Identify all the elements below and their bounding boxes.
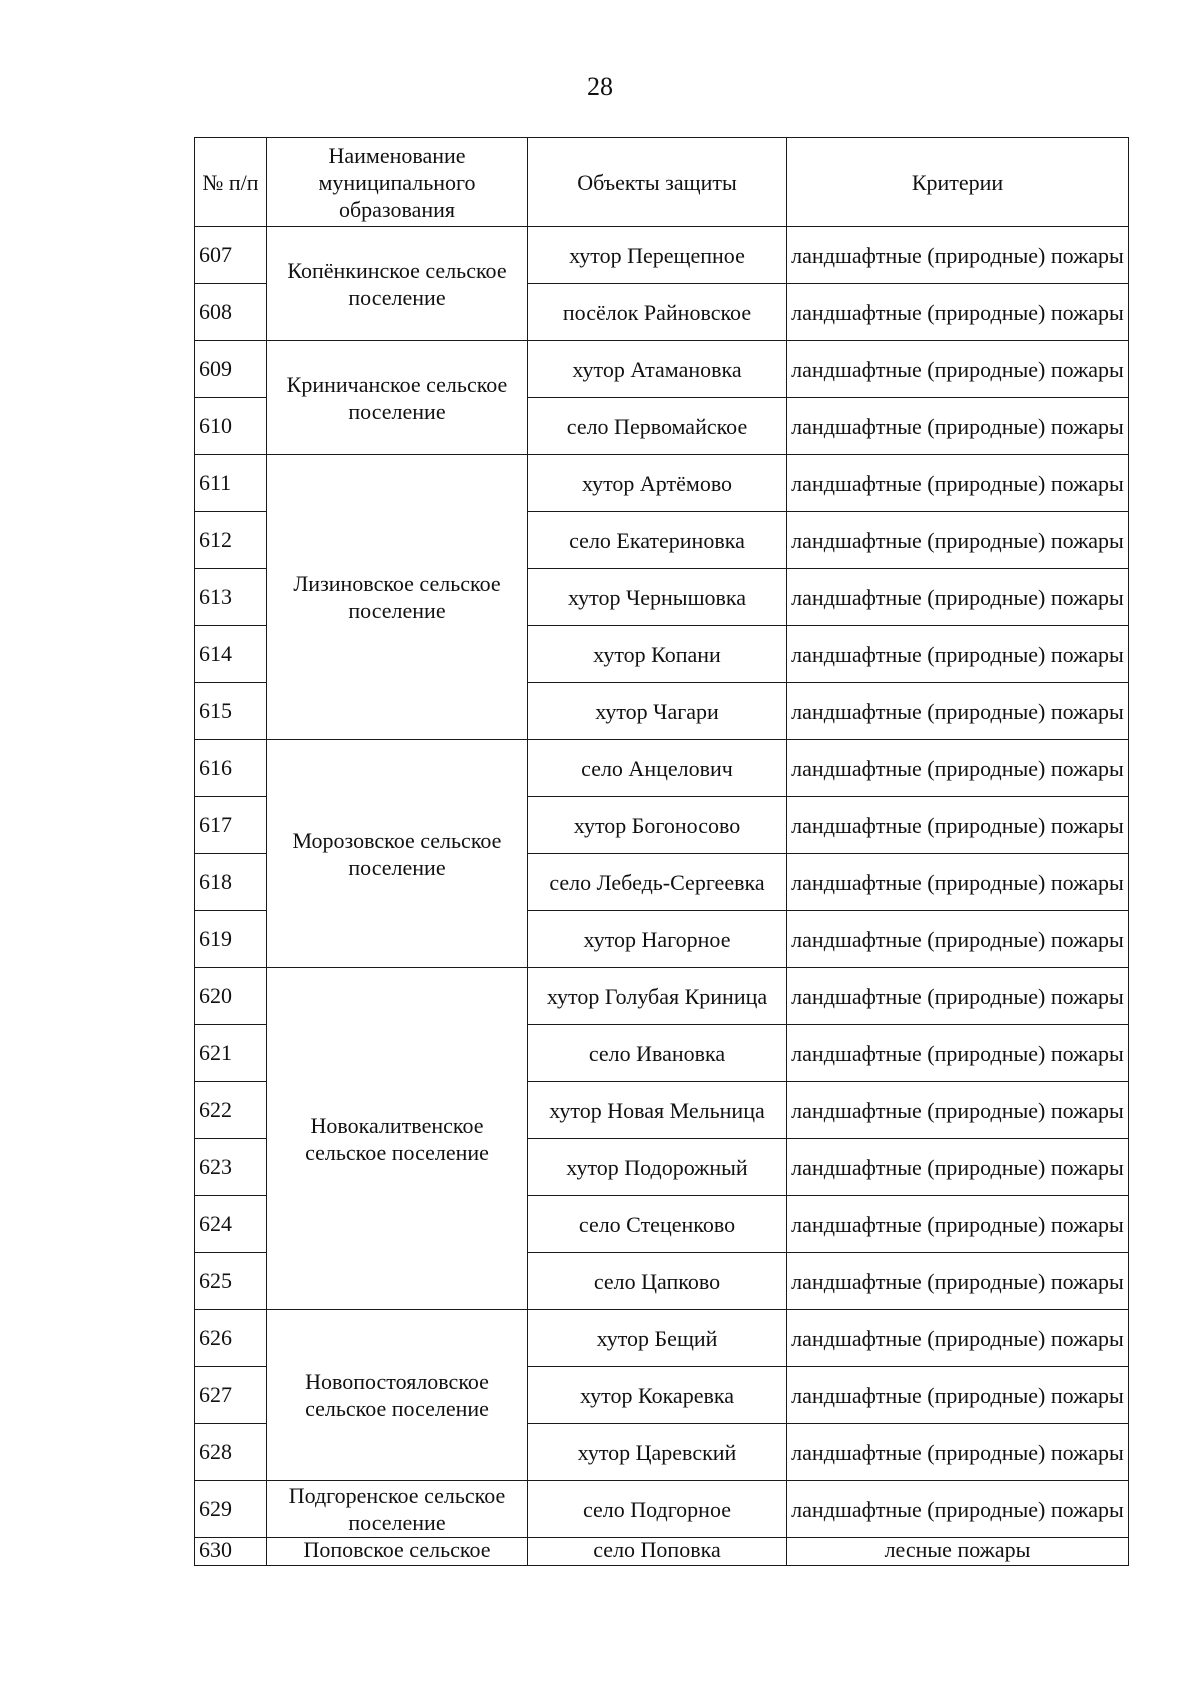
criteria: лесные пожары bbox=[787, 1538, 1129, 1566]
protection-object: хутор Нагорное bbox=[528, 911, 787, 968]
header-municipality: Наименование муниципального образования bbox=[267, 138, 528, 227]
criteria: ландшафтные (природные) пожары bbox=[787, 968, 1129, 1025]
protection-object: село Ивановка bbox=[528, 1025, 787, 1082]
criteria: ландшафтные (природные) пожары bbox=[787, 854, 1129, 911]
protection-object: хутор Голубая Криница bbox=[528, 968, 787, 1025]
criteria: ландшафтные (природные) пожары bbox=[787, 284, 1129, 341]
protection-object: село Анцелович bbox=[528, 740, 787, 797]
protection-object: хутор Царевский bbox=[528, 1424, 787, 1481]
criteria: ландшафтные (природные) пожары bbox=[787, 227, 1129, 284]
municipality-name: Лизиновское сельское поселение bbox=[267, 455, 528, 740]
table-row bbox=[195, 1538, 1129, 1566]
criteria: ландшафтные (природные) пожары bbox=[787, 569, 1129, 626]
protection-object: хутор Бещий bbox=[528, 1310, 787, 1367]
table-row bbox=[195, 341, 1129, 398]
protection-object: хутор Подорожный bbox=[528, 1139, 787, 1196]
criteria: ландшафтные (природные) пожары bbox=[787, 911, 1129, 968]
criteria: ландшафтные (природные) пожары bbox=[787, 740, 1129, 797]
row-number: 611 bbox=[195, 455, 267, 512]
table-row bbox=[195, 968, 1129, 1025]
header-criteria: Критерии bbox=[787, 138, 1129, 227]
municipality-name: Копёнкинское сельское поселение bbox=[267, 227, 528, 341]
criteria: ландшафтные (природные) пожары bbox=[787, 683, 1129, 740]
protection-object: хутор Артёмово bbox=[528, 455, 787, 512]
protection-object: хутор Копани bbox=[528, 626, 787, 683]
protection-objects-table bbox=[194, 137, 1129, 1566]
criteria: ландшафтные (природные) пожары bbox=[787, 626, 1129, 683]
protection-object: село Лебедь-Сергеевка bbox=[528, 854, 787, 911]
protection-object: хутор Новая Мельница bbox=[528, 1082, 787, 1139]
protection-object: хутор Чернышовка bbox=[528, 569, 787, 626]
row-number: 614 bbox=[195, 626, 267, 683]
municipality-name: Поповское сельское bbox=[267, 1538, 528, 1566]
municipality-name: Морозовское сельское поселение bbox=[267, 740, 528, 968]
protection-object: село Подгорное bbox=[528, 1481, 787, 1538]
criteria: ландшафтные (природные) пожары bbox=[787, 1310, 1129, 1367]
row-number: 630 bbox=[195, 1538, 267, 1566]
row-number: 621 bbox=[195, 1025, 267, 1082]
header-num: № п/п bbox=[195, 138, 267, 227]
protection-object: хутор Перещепное bbox=[528, 227, 787, 284]
protection-object: село Стеценково bbox=[528, 1196, 787, 1253]
header-objects: Объекты защиты bbox=[528, 138, 787, 227]
page-number: 28 bbox=[587, 72, 613, 101]
protection-object: село Первомайское bbox=[528, 398, 787, 455]
row-number: 613 bbox=[195, 569, 267, 626]
table-row bbox=[195, 740, 1129, 797]
row-number: 622 bbox=[195, 1082, 267, 1139]
municipality-name: Криничанское сельское поселение bbox=[267, 341, 528, 455]
criteria: ландшафтные (природные) пожары bbox=[787, 341, 1129, 398]
row-number: 608 bbox=[195, 284, 267, 341]
row-number: 616 bbox=[195, 740, 267, 797]
row-number: 627 bbox=[195, 1367, 267, 1424]
criteria: ландшафтные (природные) пожары bbox=[787, 797, 1129, 854]
criteria: ландшафтные (природные) пожары bbox=[787, 1481, 1129, 1538]
table-row bbox=[195, 1481, 1129, 1538]
criteria: ландшафтные (природные) пожары bbox=[787, 1424, 1129, 1481]
row-number: 620 bbox=[195, 968, 267, 1025]
row-number: 610 bbox=[195, 398, 267, 455]
criteria: ландшафтные (природные) пожары bbox=[787, 398, 1129, 455]
municipality-name: Новопостояловское сельское поселение bbox=[267, 1310, 528, 1481]
protection-object: хутор Богоносово bbox=[528, 797, 787, 854]
municipality-name: Подгоренское сельское поселение bbox=[267, 1481, 528, 1538]
row-number: 618 bbox=[195, 854, 267, 911]
municipality-name: Новокалитвенское сельское поселение bbox=[267, 968, 528, 1310]
row-number: 619 bbox=[195, 911, 267, 968]
protection-object: село Поповка bbox=[528, 1538, 787, 1566]
criteria: ландшафтные (природные) пожары bbox=[787, 1082, 1129, 1139]
protection-object: посёлок Райновское bbox=[528, 284, 787, 341]
protection-object: хутор Кокаревка bbox=[528, 1367, 787, 1424]
table-row bbox=[195, 1310, 1129, 1367]
row-number: 626 bbox=[195, 1310, 267, 1367]
criteria: ландшафтные (природные) пожары bbox=[787, 1253, 1129, 1310]
row-number: 629 bbox=[195, 1481, 267, 1538]
table-row bbox=[195, 455, 1129, 512]
table-header-row bbox=[195, 138, 1129, 227]
row-number: 607 bbox=[195, 227, 267, 284]
criteria: ландшафтные (природные) пожары bbox=[787, 455, 1129, 512]
row-number: 612 bbox=[195, 512, 267, 569]
criteria: ландшафтные (природные) пожары bbox=[787, 1196, 1129, 1253]
criteria: ландшафтные (природные) пожары bbox=[787, 1025, 1129, 1082]
table-row bbox=[195, 227, 1129, 284]
protection-object: село Цапково bbox=[528, 1253, 787, 1310]
row-number: 624 bbox=[195, 1196, 267, 1253]
table-body bbox=[195, 227, 1129, 1566]
row-number: 615 bbox=[195, 683, 267, 740]
criteria: ландшафтные (природные) пожары bbox=[787, 512, 1129, 569]
criteria: ландшафтные (природные) пожары bbox=[787, 1367, 1129, 1424]
protection-object: хутор Чагари bbox=[528, 683, 787, 740]
row-number: 628 bbox=[195, 1424, 267, 1481]
protection-object: хутор Атамановка bbox=[528, 341, 787, 398]
row-number: 623 bbox=[195, 1139, 267, 1196]
row-number: 609 bbox=[195, 341, 267, 398]
row-number: 625 bbox=[195, 1253, 267, 1310]
protection-object: село Екатериновка bbox=[528, 512, 787, 569]
row-number: 617 bbox=[195, 797, 267, 854]
criteria: ландшафтные (природные) пожары bbox=[787, 1139, 1129, 1196]
